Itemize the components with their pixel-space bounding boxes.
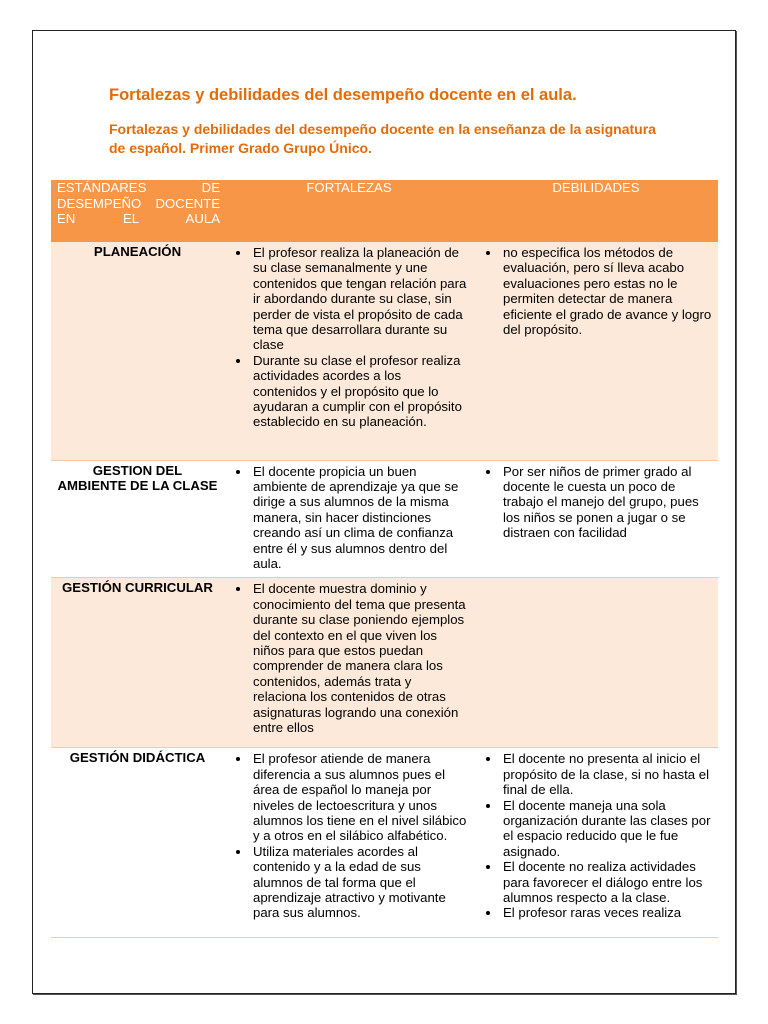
area-label: GESTION DEL AMBIENTE DE LA CLASE — [57, 462, 218, 493]
area-label: PLANEACIÓN — [93, 244, 182, 259]
fortalezas-cell — [224, 748, 474, 938]
fortalezas-cell — [224, 242, 474, 460]
list-item: • Durante su clase el profesor realiza actividades acordes a los contenidos y el propósito que lo ayudaran a cumplir con el propósito establecido en su planeación. — [251, 353, 468, 430]
document-title: Fortalezas y debilidades del desempeño docente en el aula. — [109, 86, 577, 104]
list-item: • El docente no presenta al inicio el propósito de la clase, si no hasta el final de ella. — [501, 751, 712, 797]
list-item: • El profesor raras veces realiza — [501, 905, 712, 920]
standards-table — [51, 180, 718, 938]
table-header-row — [51, 180, 718, 242]
list-item: • El profesor atiende de manera diferencia a sus alumnos pues el área de español lo maneja por niveles de lectoescritura y unos alumnos los tiene en el nivel silábico y a otros en el silábico alfabético. — [251, 751, 468, 843]
table-row — [51, 460, 718, 578]
debilidades-cell — [474, 748, 718, 938]
debilidades-cell — [474, 578, 718, 748]
area-cell — [51, 748, 224, 938]
header-debilidades: DEBILIDADES — [474, 180, 718, 242]
area-cell — [51, 578, 224, 748]
table-row — [51, 748, 718, 938]
document-subtitle: Fortalezas y debilidades del desempeño docente en la enseñanza de la asignatura de español. Primer Grado Grupo Único. — [109, 121, 656, 156]
list-item: • El docente maneja una sola organización durante las clases por el espacio reducido que le fue asignado. — [501, 798, 712, 860]
header-fortalezas: FORTALEZAS — [224, 180, 474, 242]
list-item: • El docente propicia un buen ambiente de aprendizaje ya que se dirige a sus alumnos de la misma manera, sin hacer distinciones creando así un clima de confianza entre él y sus alumnos dentro del aula. — [251, 464, 468, 572]
list-item: • no especifica los métodos de evaluación, pero sí lleva acabo evaluaciones pero estas no le permiten detectar de manera eficiente el grado de avance y logro del propósito. — [501, 245, 712, 337]
list-item: • El docente muestra dominio y conocimiento del tema que presenta durante su clase poniendo ejemplos del contexto en el que viven los niños para que estos puedan comprender de manera clara los contenidos, además trata y relaciona los contenidos de otras asignaturas logrando una conexión entre ellos — [251, 581, 468, 735]
list-item: • Por ser niños de primer grado al docente le cuesta un poco de trabajo el manejo del grupo, pues los niños se ponen a jugar o se distraen con facilidad — [501, 464, 712, 541]
area-label: GESTIÓN DIDÁCTICA — [69, 750, 206, 766]
debilidades-cell — [474, 242, 718, 460]
fortalezas-cell — [224, 578, 474, 748]
list-item: • Utiliza materiales acordes al contenido y a la edad de sus alumnos de tal forma que el aprendizaje atractivo y motivante para sus alumnos. — [251, 844, 468, 921]
header-standards: ESTÁNDARES DE DESEMPEÑO DOCENTE EN EL AULA — [51, 180, 224, 242]
list-item: • El profesor realiza la planeación de su clase semanalmente y une contenidos que tengan relación para ir abordando durante su clase, sin perder de vista el propósito de cada tema que desarrollara durante su clase — [251, 245, 468, 353]
list-item: • El docente no realiza actividades para favorecer el diálogo entre los alumnos respecto a la clase. — [501, 859, 712, 905]
table-row — [51, 242, 718, 460]
debilidades-cell — [474, 460, 718, 578]
area-cell — [51, 242, 224, 460]
fortalezas-cell — [224, 460, 474, 578]
table-row — [51, 578, 718, 748]
area-label: GESTIÓN CURRICULAR — [62, 580, 213, 596]
area-cell — [51, 460, 224, 578]
